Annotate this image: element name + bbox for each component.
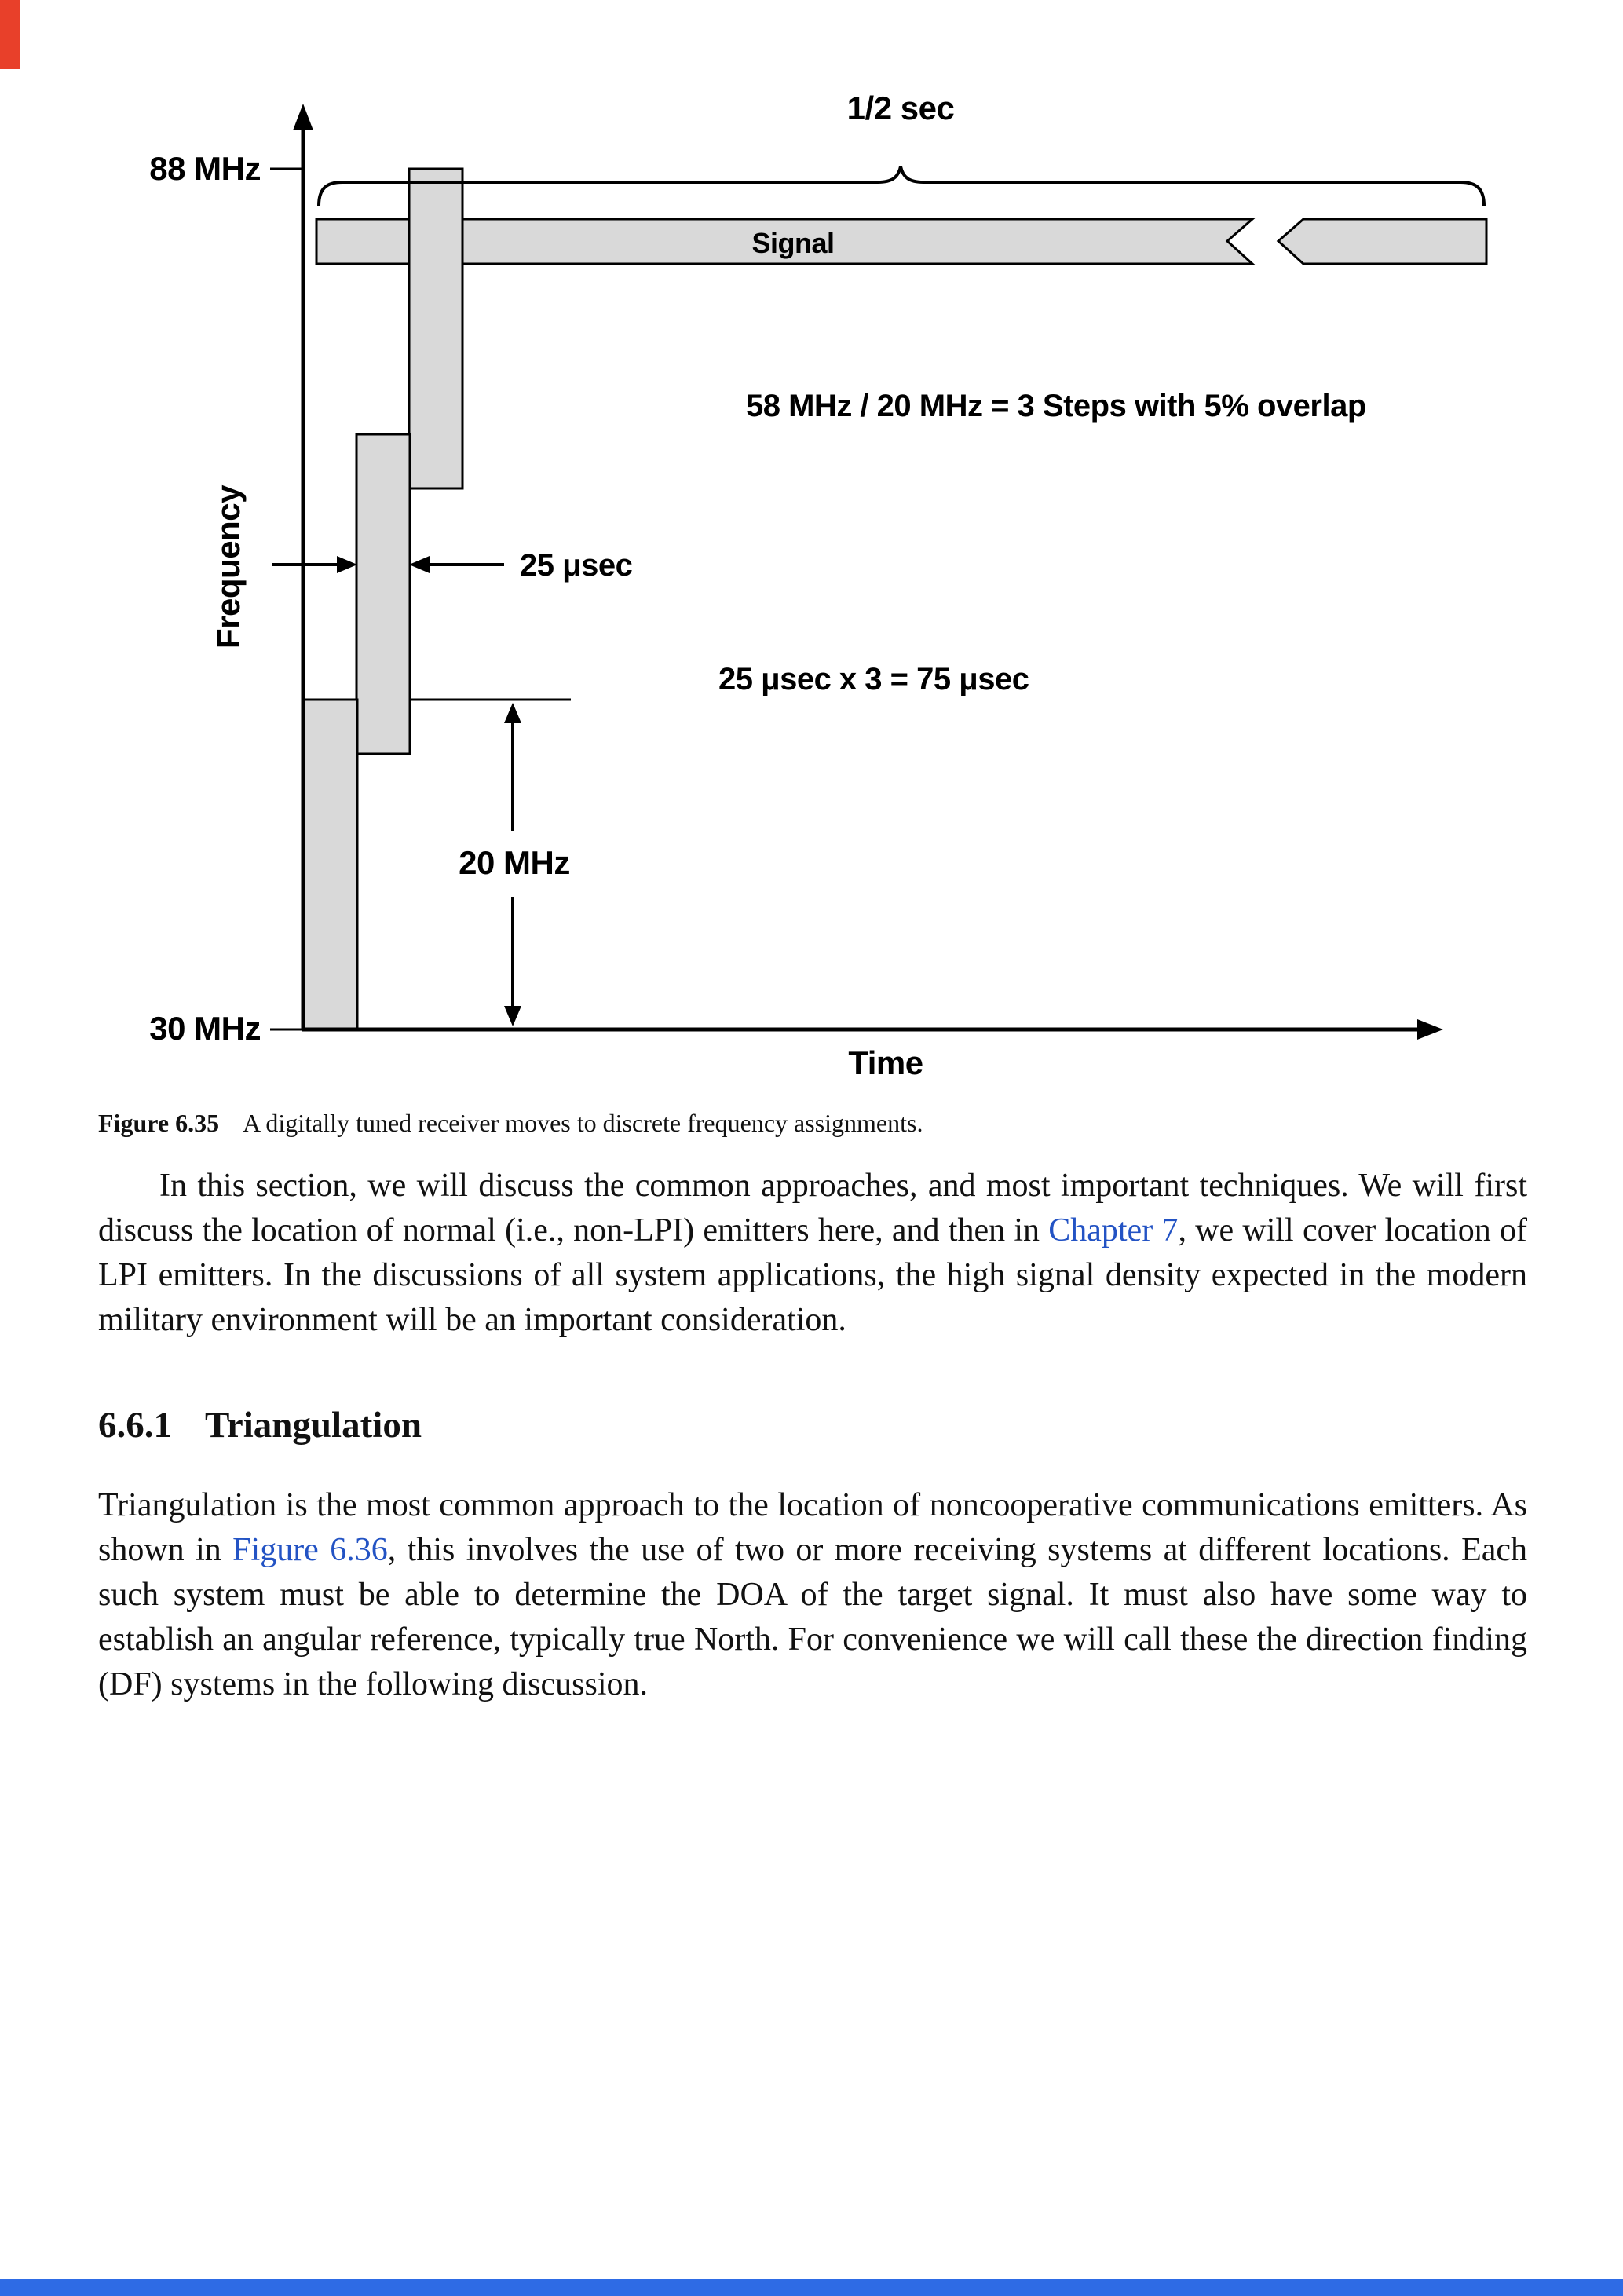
freq-top-label: 88 MHz xyxy=(149,150,261,187)
figure-caption xyxy=(98,1107,1527,1140)
figure-caption-label: Figure 6.35 xyxy=(98,1109,220,1137)
y-axis-label: Frequency xyxy=(210,485,247,649)
dwell-label: 25 μsec xyxy=(520,548,633,583)
dwell-equation: 25 μsec x 3 = 75 μsec xyxy=(718,662,1029,696)
figure-caption-text: A digitally tuned receiver moves to discrete frequency assignments. xyxy=(243,1109,923,1137)
paragraph-2 xyxy=(98,1483,1527,1707)
y-axis-arrowhead xyxy=(293,104,313,130)
freq-bottom-label: 30 MHz xyxy=(149,1010,261,1047)
half-sec-label: 1/2 sec xyxy=(846,90,955,126)
bottom-progress-bar xyxy=(0,2279,1623,2296)
figure-6-35-diagram xyxy=(0,0,1623,1093)
frequency-step-2 xyxy=(356,434,410,754)
x-axis-label: Time xyxy=(848,1044,923,1081)
signal-label: Signal xyxy=(751,227,835,259)
frequency-time-diagram xyxy=(0,0,1623,1093)
dwell-arrow-right-head xyxy=(409,556,430,573)
figure-6-36-link[interactable]: Figure 6.36 xyxy=(232,1532,388,1569)
section-title: Triangulation xyxy=(205,1404,422,1446)
signal-bar-break xyxy=(1278,219,1486,264)
paragraph-text: , we will cover location of LPI emitters. In the discussions of all system applications, the high signal density expected in the modern military environment will be an important consideration. xyxy=(98,1212,1527,1338)
section-heading-661 xyxy=(98,1406,1527,1446)
steps-equation: 58 MHz / 20 MHz = 3 Steps with 5% overlap xyxy=(746,389,1366,423)
paragraph-1 xyxy=(98,1164,1527,1343)
step-height-arrow-down-head xyxy=(504,1006,521,1026)
x-axis-arrowhead xyxy=(1417,1019,1443,1040)
dwell-arrow-left-head xyxy=(337,556,357,573)
section-number: 6.6.1 xyxy=(98,1404,172,1446)
step-height-label: 20 MHz xyxy=(459,844,570,881)
paragraph-text: Triangulation is the most common approach to the location of noncooperative communications emitters. As shown in xyxy=(98,1487,1527,1569)
half-sec-brace xyxy=(319,166,1484,206)
paragraph-text: In this section, we will discuss the common approaches, and most important techniques. We will first discuss the location of normal (i.e., non-LPI) emitters here, and then in xyxy=(98,1167,1527,1249)
paragraph-text: , this involves the use of two or more receiving systems at different locations. Each such system must be able to determine the DOA of the target signal. It must also have some way to establish an angular reference, typically true North. For convenience we will call these the direction finding (DF) systems in the following discussion. xyxy=(98,1532,1528,1703)
chapter-7-link[interactable]: Chapter 7 xyxy=(1048,1212,1179,1249)
frequency-step-1 xyxy=(409,169,462,488)
frequency-step-3 xyxy=(304,700,357,1029)
